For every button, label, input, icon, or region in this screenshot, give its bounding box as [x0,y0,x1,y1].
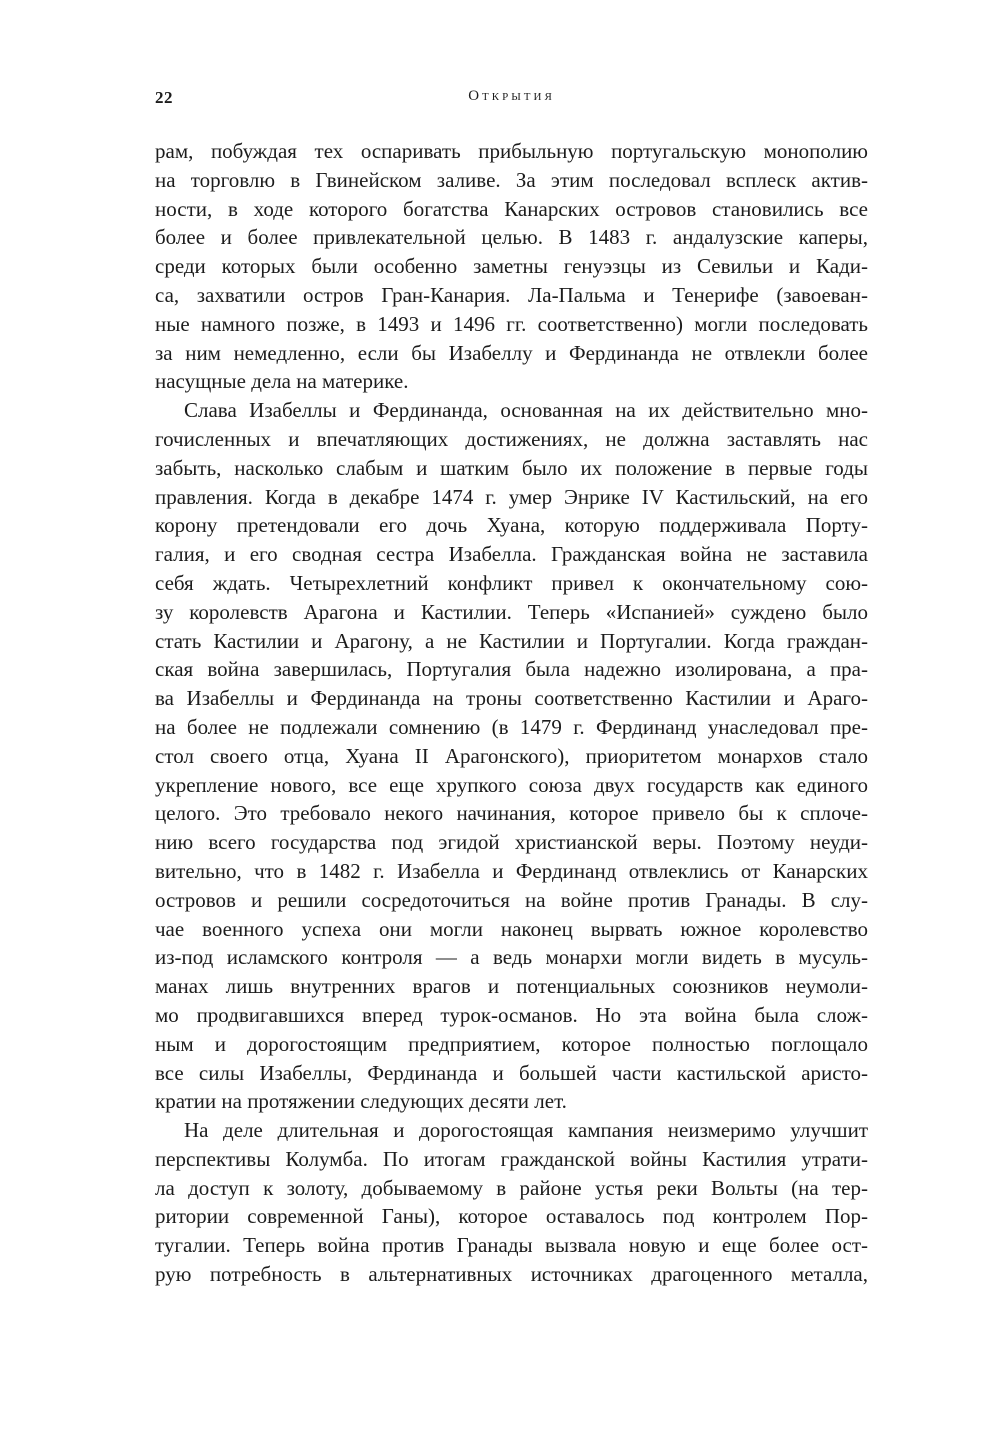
text-line: са, захватили остров Гран-Канария. Ла-Пальма и Тенерифе (завоеван- [155,282,868,307]
text-line: кратии на протяжении следующих десяти лет. [155,1089,567,1114]
text-line: себя ждать. Четырехлетний конфликт привел к окончательному сою- [155,570,868,595]
text-line: насущные дела на материке. [155,369,409,394]
paragraph [155,137,868,396]
text-line: зу королевств Арагона и Кастилии. Теперь «Испанией» суждено было [155,599,868,624]
text-line: островов и решили сосредоточиться на войне против Гранады. В слу- [155,887,868,912]
text-line: ным и дорогостоящим предприятием, которое полностью поглощало [155,1031,868,1056]
text-line: на более не подлежали сомнению (в 1479 г. Фердинанд унаследовал пре- [155,714,868,739]
text-line: стол своего отца, Хуана II Арагонского), приоритетом монархов стало [155,743,868,768]
text-line: ва Изабеллы и Фердинанда на троны соответственно Кастилии и Араго- [155,686,868,711]
text-line: галия, и его сводная сестра Изабелла. Гражданская война не заставила [155,542,868,567]
page-number: 22 [155,88,173,107]
text-line: все силы Изабеллы, Фердинанда и большей части кастильской аристо- [155,1060,868,1085]
running-head [155,88,868,112]
text-line: среди которых были особенно заметны генуэзцы из Севильи и Кади- [155,254,868,279]
text-line: ла доступ к золоту, добываемому в районе устья реки Вольты (на тер- [155,1175,868,1200]
text-line: забыть, насколько слабым и шатким было их положение в первые годы [155,455,868,480]
text-line: на торговлю в Гвинейском заливе. За этим последовал всплеск актив- [155,167,868,192]
text-line: гочисленных и впечатляющих достижениях, не должна заставлять нас [155,426,868,451]
text-line: из-под исламского контроля — а ведь монархи могли видеть в мусуль- [155,945,868,970]
text-line: корону претендовали его дочь Хуана, которую поддерживала Порту- [155,513,868,538]
text-line: за ним немедленно, если бы Изабеллу и Фердинанда не отвлекли более [155,340,868,365]
text-line: перспективы Колумба. По итогам гражданской войны Кастилия утрати- [155,1146,868,1171]
paragraph [155,396,868,1116]
text-line: более и более привлекательной целью. В 1483 г. андалузские каперы, [155,225,868,250]
paragraph [155,1116,868,1289]
text-line: ритории современной Ганы), которое оставалось под контролем Пор- [155,1204,868,1229]
text-line: ская война завершилась, Португалия была надежно изолирована, а пра- [155,657,868,682]
text-line: тугалии. Теперь война против Гранады вызвала новую и еще более ост- [155,1233,868,1258]
text-line: ности, в ходе которого богатства Канарских островов становились все [155,196,868,221]
text-line: ные намного позже, в 1493 и 1496 гг. соответственно) могли последовать [155,311,868,336]
text-line: целого. Это требовало некого начинания, которое привело бы к сплоче- [155,801,868,826]
text-line: На деле длительная и дорогостоящая кампания неизмеримо улучшит [184,1118,868,1143]
text-line: манах лишь внутренних врагов и потенциальных союзников неумоли- [155,974,868,999]
text-line: вительно, что в 1482 г. Изабелла и Фердинанд отвлеклись от Канарских [155,858,868,883]
text-line: укрепление нового, все еще хрупкого союза двух государств как единого [155,772,868,797]
text-line: рую потребность в альтернативных источниках драгоценного металла, [155,1262,868,1287]
text-line: мо продвигавшихся вперед турок-османов. Но эта война была слож- [155,1002,868,1027]
text-line: стать Кастилии и Арагону, а не Кастилии и Португалии. Когда граждан- [155,628,868,653]
text-line: чае военного успеха они могли наконец вырвать южное королевство [155,916,868,941]
body-text [155,137,868,1289]
text-line: правления. Когда в декабре 1474 г. умер Энрике IV Кастильский, на его [155,484,868,509]
text-line: Слава Изабеллы и Фердинанда, основанная на их действительно мно- [184,398,868,423]
text-line: нию всего государства под эгидой христианской веры. Поэтому неуди- [155,830,868,855]
section-title: Открытия [468,88,555,104]
text-line: рам, побуждая тех оспаривать прибыльную португальскую монополию [155,139,868,163]
